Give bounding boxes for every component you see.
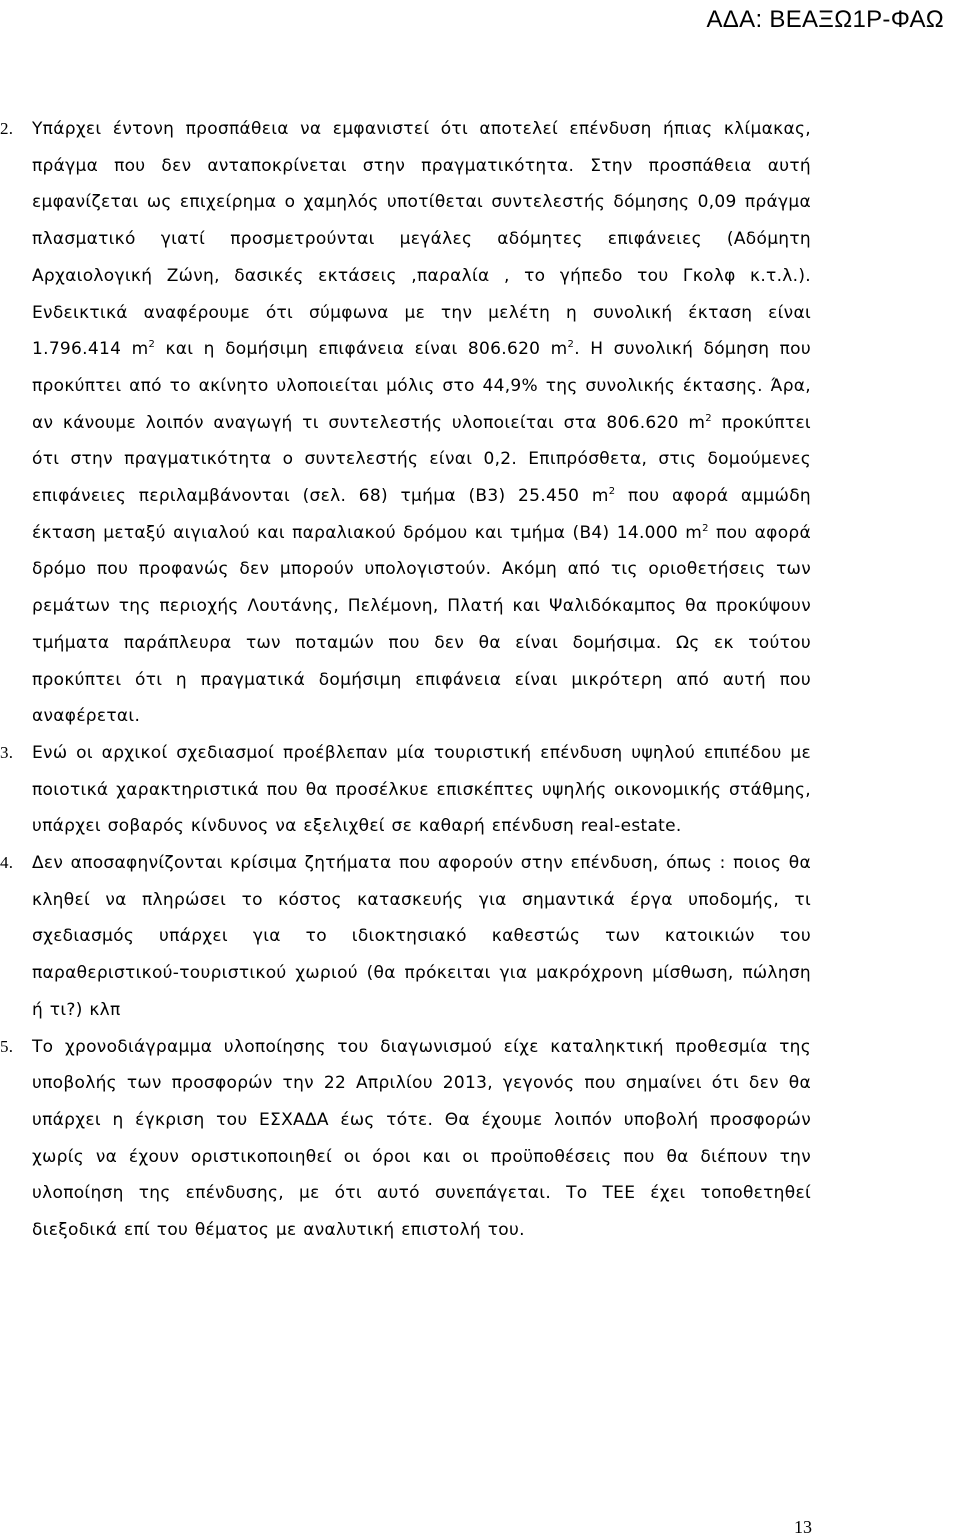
item-text-part: που αφορά αμμώδη έκταση μεταξύ αιγιαλού και παραλιακού δρόμου και τμήμα (Β4) 14.000 m (32, 486, 811, 543)
list-item (0, 735, 960, 845)
document-body (0, 111, 960, 1249)
superscript: 2 (705, 412, 712, 424)
list-item (0, 1029, 960, 1249)
item-text: Ενώ οι αρχικοί σχεδιασμοί προέβλεπαν μία τουριστική επένδυση υψηλού επιπέδου με ποιοτικά χαρακτηριστικά που θα προσέλκυε επισκέπτες υψηλής οικονομικής στάθμης, υπάρχει σοβαρός κίνδυνος να εξελιχθεί σε καθαρή επένδυση real-estate. (32, 742, 811, 837)
item-text-part: και η δομήσιμη επιφάνεια είναι 806.620 m (155, 339, 568, 360)
superscript: 2 (608, 486, 616, 498)
list-item-number: 4. (0, 853, 14, 873)
list-item-number: 3. (0, 742, 14, 762)
item-text-part: . Η συνολική δόμηση που προκύπτει από το ακίνητο υλοποιείται μόλις στο 44,9% της συνολικής έκτασης. Άρα, αν κάνουμε λοιπόν αναγωγή τι συντελεστής υλοποιείται στα 806.620 m (32, 339, 811, 433)
item-text-part: που αφορά δρόμο που προφανώς δεν μπορούν υπολογιστούν. Ακόμη από τις οριοθετήσεις των ρεμάτων της περιοχής Λουτάνης, Πελέμονη, Πλατή και Ψαλιδόκαμπος θα προκύψουν τμήματα παράπλευρα των ποταμών που δεν θα είναι δομήσιμα. Ως εκ τούτου προκύπτει ότι η πραγματικά δομήσιμη επιφάνεια είναι μικρότερη από αυτή που αναφέρεται. (32, 522, 811, 727)
superscript: 2 (148, 339, 156, 351)
list-item (0, 111, 960, 735)
document-id: ΑΔΑ: ΒΕΑΞΩ1Ρ-ΦΑΩ (706, 6, 944, 33)
item-text-part: προκύπτει ότι στην πραγματικότητα ο συντελεστής είναι 0,2. Επιπρόσθετα, στις δομούμενες επιφάνειες περιλαμβάνονται (σελ. 68) τμήμα (Β3) 25.450 m (32, 412, 811, 507)
list-item-number: 2. (0, 119, 14, 138)
item-text: Το χρονοδιάγραμμα υλοποίησης του διαγωνισμού είχε καταληκτική προθεσμία της υποβολής των προσφορών την 22 Απριλίου 2013, γεγονός που σημαίνει ότι δεν θα υπάρχει η έγκριση του ΕΣΧΑΔΑ έως τότε. Θα έχουμε λοιπόν υποβολή προσφορών χωρίς να έχουν οριστικοποιηθεί οι όροι και οι προϋποθέσεις που θα διέπουν την υλοποίηση της επένδυσης, με ότι αυτό συνεπάγεται. Το ΤΕΕ έχει τοποθετηθεί διεξοδικά επί του θέματος με αναλυτική επιστολή του. (32, 1036, 811, 1241)
superscript: 2 (567, 339, 575, 351)
list-item-number: 5. (0, 1036, 14, 1056)
item-text: Δεν αποσαφηνίζονται κρίσιμα ζητήματα που αφορούν στην επένδυση, όπως : ποιος θα κληθεί να πληρώσει το κόστος κατασκευής για σημαντικά έργα υποδομής, τι σχεδιασμός υπάρχει για το ιδιοκτησιακό καθεστώς των κατοικιών του παραθεριστικού-τουριστικού χωριού (θα πρόκειται για μακρόχρονη μίσθωση, πώληση ή τι?) κλπ (32, 853, 811, 1020)
item-text-part: Υπάρχει έντονη προσπάθεια να εμφανιστεί ότι αποτελεί επένδυση ήπιας κλίμακας, πράγμα που δεν ανταποκρίνεται στην πραγματικότητα. Στην προσπάθεια αυτή εμφανίζεται ως επιχείρημα ο χαμηλός υποτίθεται συντελεστής δόμησης 0,09 πράγμα πλασματικό γιατί προσμετρούνται μεγάλες αδόμητες επιφάνειες (Αδόμητη Αρχαιολογική Ζώνη, δασικές εκτάσεις ,παραλία , το γήπεδο του Γκολφ κ.τ.λ.). Ενδεικτικά αναφέρουμε ότι σύμφωνα με την μελέτη η συνολική έκταση είναι 1.796.414 m (32, 119, 811, 360)
page-number: 13 (794, 1517, 812, 1537)
list-item (0, 845, 960, 1029)
superscript: 2 (702, 522, 709, 534)
